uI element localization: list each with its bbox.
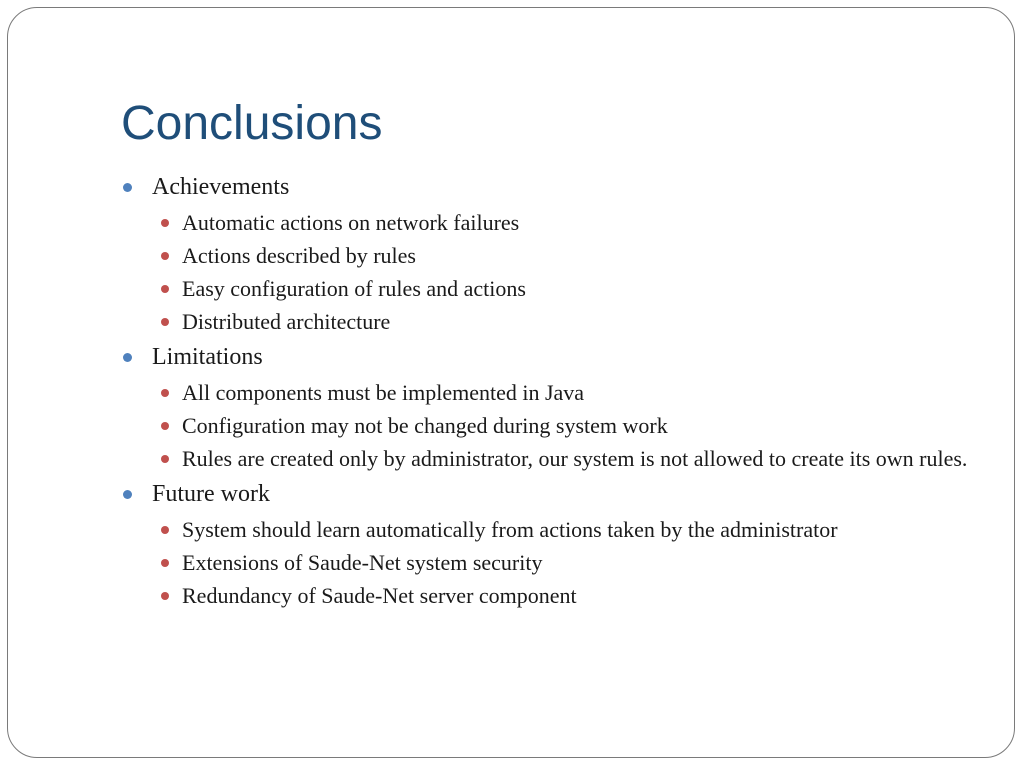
bullet-dot-icon	[161, 318, 169, 326]
bullet-text: Configuration may not be changed during system work	[182, 413, 668, 438]
bullet-dot-icon	[161, 389, 169, 397]
section-limitations	[121, 341, 971, 472]
bullet-level2	[121, 379, 971, 406]
bullet-dot-icon	[123, 490, 132, 499]
bullet-dot-icon	[161, 592, 169, 600]
bullet-level2	[121, 209, 971, 236]
section-heading: Limitations	[152, 344, 263, 370]
bullet-level2	[121, 445, 971, 472]
bullet-dot-icon	[161, 219, 169, 227]
bullet-level1	[121, 171, 971, 203]
bullet-level2	[121, 549, 971, 576]
bullet-list	[121, 171, 971, 615]
bullet-dot-icon	[161, 422, 169, 430]
slide-title: Conclusions	[121, 97, 383, 150]
bullet-level2	[121, 516, 971, 543]
bullet-text: Automatic actions on network failures	[182, 210, 520, 235]
bullet-dot-icon	[161, 285, 169, 293]
bullet-dot-icon	[161, 252, 169, 260]
bullet-text: Redundancy of Saude-Net server component	[182, 583, 577, 608]
bullet-text: All components must be implemented in Java	[182, 380, 585, 405]
bullet-level2	[121, 582, 971, 609]
bullet-dot-icon	[123, 353, 132, 362]
slide-frame	[7, 7, 1015, 758]
bullet-text: Rules are created only by administrator, our system is not allowed to create its own rules.	[182, 446, 968, 471]
bullet-level1	[121, 478, 971, 510]
bullet-level2	[121, 308, 971, 335]
section-heading: Future work	[152, 481, 270, 507]
bullet-text: Distributed architecture	[182, 309, 391, 334]
bullet-dot-icon	[123, 183, 132, 192]
bullet-level2	[121, 412, 971, 439]
bullet-level1	[121, 341, 971, 373]
bullet-level2	[121, 242, 971, 269]
bullet-text: System should learn automatically from actions taken by the administrator	[182, 517, 838, 542]
section-heading: Achievements	[152, 174, 290, 200]
bullet-text: Actions described by rules	[182, 243, 416, 268]
bullet-dot-icon	[161, 526, 169, 534]
bullet-text: Extensions of Saude-Net system security	[182, 550, 543, 575]
bullet-text: Easy configuration of rules and actions	[182, 276, 526, 301]
bullet-dot-icon	[161, 455, 169, 463]
bullet-level2	[121, 275, 971, 302]
bullet-dot-icon	[161, 559, 169, 567]
section-achievements	[121, 171, 971, 335]
section-future-work	[121, 478, 971, 609]
